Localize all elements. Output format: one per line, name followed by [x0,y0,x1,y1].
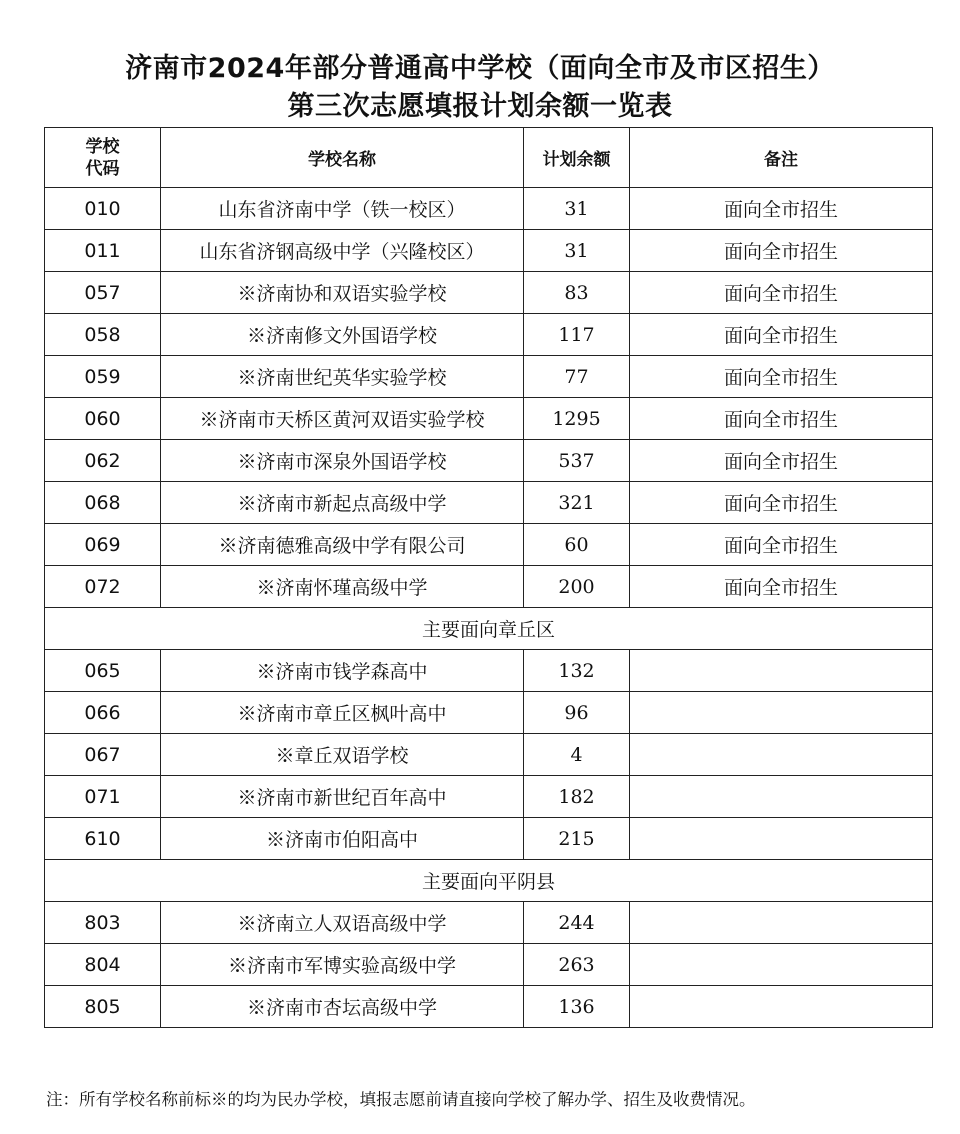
table-row [45,818,933,860]
header-remark: 备注 [630,128,933,188]
remark-cell: 面向全市招生 [630,398,933,440]
quota-cell: 83 [524,272,630,314]
table-row [45,314,933,356]
school-name-cell: ※济南市新起点高级中学 [161,482,524,524]
quota-cell: 132 [524,650,630,692]
school-quota-table [44,127,933,1028]
remark-cell [630,944,933,986]
header-school-name: 学校名称 [161,128,524,188]
remark-cell [630,650,933,692]
school-name-cell: ※济南立人双语高级中学 [161,902,524,944]
school-name-cell: ※济南市杏坛高级中学 [161,986,524,1028]
school-name-cell: ※济南德雅高级中学有限公司 [161,524,524,566]
quota-cell: 321 [524,482,630,524]
quota-cell: 244 [524,902,630,944]
school-code-cell: 065 [45,650,161,692]
remark-cell [630,734,933,776]
school-code-cell: 804 [45,944,161,986]
quota-cell: 96 [524,692,630,734]
table-row [45,524,933,566]
school-name-cell: ※济南市章丘区枫叶高中 [161,692,524,734]
table-header-row [45,128,933,188]
header-code-line2: 代码 [85,158,120,179]
table-row [45,776,933,818]
school-name-cell: ※济南市天桥区黄河双语实验学校 [161,398,524,440]
table-row [45,692,933,734]
school-code-cell: 072 [45,566,161,608]
quota-cell: 537 [524,440,630,482]
school-name-cell: ※济南世纪英华实验学校 [161,356,524,398]
header-quota: 计划余额 [524,128,630,188]
section-pingyin-heading: 主要面向平阴县 [45,860,933,902]
school-code-cell: 068 [45,482,161,524]
quota-cell: 31 [524,230,630,272]
table-row [45,734,933,776]
section-zhangqiu [45,608,933,650]
remark-cell: 面向全市招生 [630,314,933,356]
school-code-cell: 010 [45,188,161,230]
table-row [45,440,933,482]
remark-cell: 面向全市招生 [630,482,933,524]
table-row [45,650,933,692]
quota-cell: 182 [524,776,630,818]
school-code-cell: 071 [45,776,161,818]
school-name-cell: ※济南市新世纪百年高中 [161,776,524,818]
table-row [45,566,933,608]
school-name-cell: 山东省济钢高级中学（兴隆校区） [161,230,524,272]
table-row [45,944,933,986]
table-row [45,272,933,314]
document-title-line2: 第三次志愿填报计划余额一览表 [287,91,673,122]
table-row [45,902,933,944]
quota-cell: 31 [524,188,630,230]
school-name-cell: 山东省济南中学（铁一校区） [161,188,524,230]
school-code-cell: 060 [45,398,161,440]
school-code-cell: 062 [45,440,161,482]
quota-cell: 200 [524,566,630,608]
table-row [45,986,933,1028]
school-name-cell: ※济南修文外国语学校 [161,314,524,356]
quota-cell: 77 [524,356,630,398]
remark-cell: 面向全市招生 [630,230,933,272]
document-title-line1: 济南市2024年部分普通高中学校（面向全市及市区招生） [125,53,835,84]
header-school-code [45,128,161,188]
school-code-cell: 059 [45,356,161,398]
remark-cell [630,818,933,860]
school-name-cell: ※济南市钱学森高中 [161,650,524,692]
remark-cell: 面向全市招生 [630,566,933,608]
table-row [45,188,933,230]
school-code-cell: 803 [45,902,161,944]
quota-cell: 263 [524,944,630,986]
table-row [45,356,933,398]
school-name-cell: ※济南怀瑾高级中学 [161,566,524,608]
remark-cell [630,776,933,818]
school-code-cell: 058 [45,314,161,356]
section-zhangqiu-heading: 主要面向章丘区 [45,608,933,650]
school-code-cell: 067 [45,734,161,776]
school-name-cell: ※济南市军博实验高级中学 [161,944,524,986]
remark-cell: 面向全市招生 [630,524,933,566]
quota-cell: 1295 [524,398,630,440]
footnote: 注：所有学校名称前标※的均为民办学校，填报志愿前请直接向学校了解办学、招生及收费情况。 [46,1090,756,1109]
header-code-line1: 学校 [85,136,120,157]
quota-cell: 215 [524,818,630,860]
quota-cell: 117 [524,314,630,356]
school-code-cell: 066 [45,692,161,734]
school-code-cell: 069 [45,524,161,566]
table-row [45,398,933,440]
table-row [45,482,933,524]
school-name-cell: ※章丘双语学校 [161,734,524,776]
school-name-cell: ※济南市伯阳高中 [161,818,524,860]
remark-cell [630,902,933,944]
school-code-cell: 610 [45,818,161,860]
school-code-cell: 011 [45,230,161,272]
remark-cell [630,986,933,1028]
remark-cell [630,692,933,734]
school-code-cell: 057 [45,272,161,314]
section-pingyin [45,860,933,902]
table-body [45,188,933,1028]
remark-cell: 面向全市招生 [630,356,933,398]
remark-cell: 面向全市招生 [630,272,933,314]
quota-cell: 136 [524,986,630,1028]
remark-cell: 面向全市招生 [630,440,933,482]
school-name-cell: ※济南协和双语实验学校 [161,272,524,314]
remark-cell: 面向全市招生 [630,188,933,230]
table-row [45,230,933,272]
quota-cell: 60 [524,524,630,566]
quota-cell: 4 [524,734,630,776]
school-code-cell: 805 [45,986,161,1028]
school-name-cell: ※济南市深泉外国语学校 [161,440,524,482]
